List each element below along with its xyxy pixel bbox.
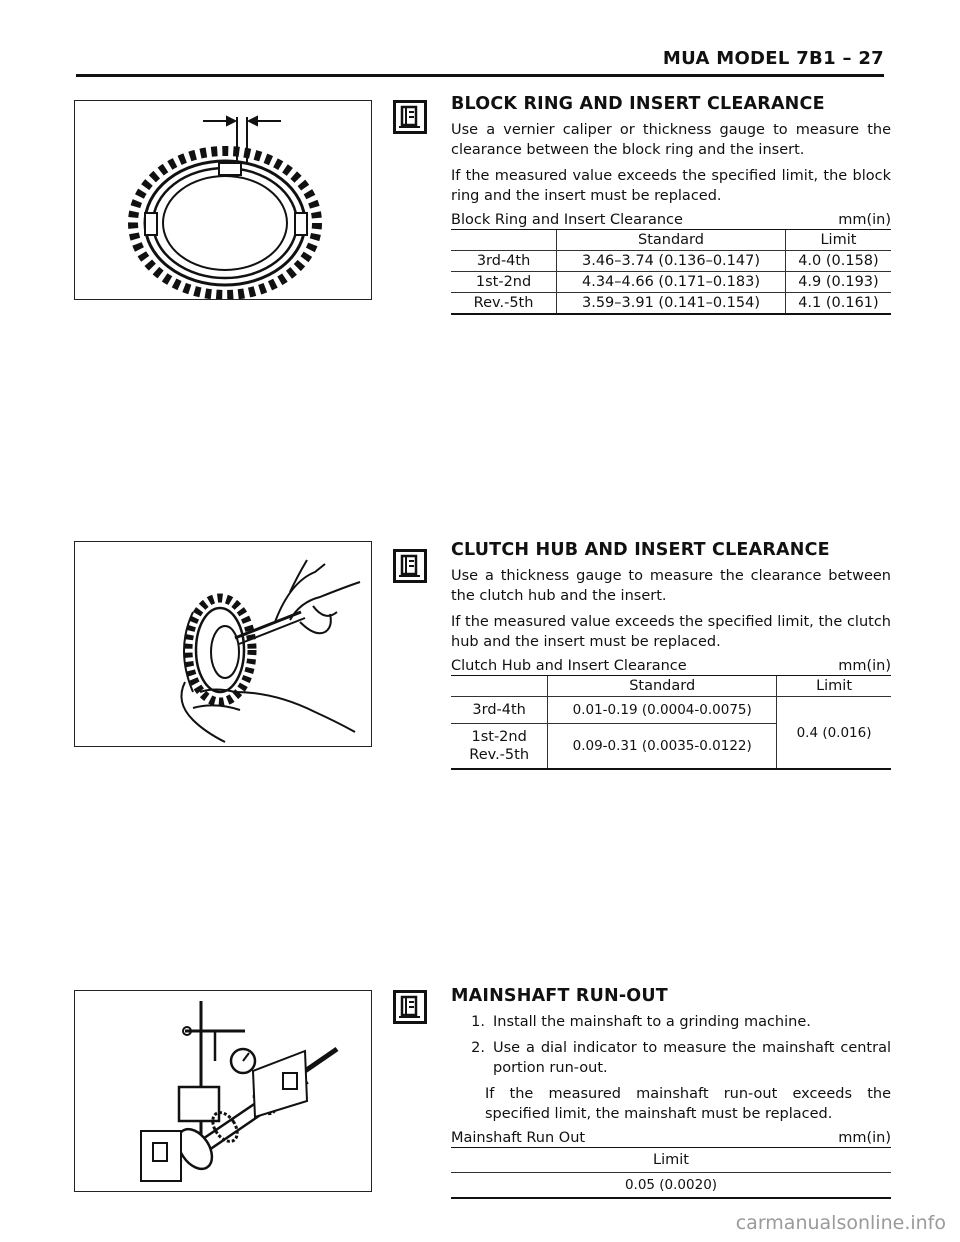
table-cell: 3.59–3.91 (0.141–0.154) (557, 293, 786, 315)
mainshaft-caption-text: Mainshaft Run Out (451, 1130, 586, 1146)
mainshaft-title: MAINSHAFT RUN-OUT (451, 986, 668, 1006)
table-cell: 0.05 (0.0020) (451, 1173, 891, 1199)
step-text: Install the mainshaft to a grinding machine. (493, 1014, 811, 1030)
table-cell: 0.4 (0.016) (777, 697, 891, 770)
step-number: 1. (471, 1014, 485, 1030)
mainshaft-table-caption (451, 1130, 891, 1148)
block-ring-caption-unit: mm(in) (838, 212, 891, 228)
mainshaft-table (451, 1148, 891, 1199)
table-row (451, 697, 891, 724)
block-ring-table-caption (451, 212, 891, 230)
table-header-cell: Limit (451, 1148, 891, 1173)
table-cell: 4.0 (0.158) (785, 251, 891, 272)
table-cell: 0.09-0.31 (0.0035-0.0122) (548, 724, 777, 770)
block-ring-figure-icon (75, 101, 371, 299)
gear-line: 1st-2nd (471, 729, 527, 745)
table-cell: 0.01-0.19 (0.0004-0.0075) (548, 697, 777, 724)
table-cell: 1st-2nd (451, 272, 557, 293)
table-cell (451, 724, 548, 770)
table-row (451, 293, 891, 315)
block-ring-para-2: If the measured value exceeds the specified limit, the block ring and the insert must be replaced. (451, 168, 891, 204)
table-header-row (451, 1148, 891, 1173)
clutch-hub-caption-text: Clutch Hub and Insert Clearance (451, 658, 687, 674)
block-ring-title: BLOCK RING AND INSERT CLEARANCE (451, 94, 825, 114)
table-cell: 3rd-4th (451, 697, 548, 724)
table-cell: 3.46–3.74 (0.136–0.147) (557, 251, 786, 272)
table-cell: 4.1 (0.161) (785, 293, 891, 315)
mainshaft-caption-unit: mm(in) (838, 1130, 891, 1146)
table-header-cell: Standard (557, 230, 786, 251)
table-row (451, 1173, 891, 1199)
clutch-hub-section (451, 540, 891, 770)
clutch-hub-caption-unit: mm(in) (838, 658, 891, 674)
block-ring-section (451, 94, 891, 315)
table-row (451, 272, 891, 293)
clutch-hub-para-1: Use a thickness gauge to measure the clearance between the clutch hub and the insert. (451, 568, 891, 604)
mainshaft-figure (74, 990, 372, 1192)
header-rule (76, 74, 884, 77)
table-header-row (451, 230, 891, 251)
watermark: carmanualsonline.info (735, 1212, 946, 1234)
block-ring-figure (74, 100, 372, 300)
table-header-cell (451, 676, 548, 697)
table-header-cell (451, 230, 557, 251)
table-header-cell: Limit (785, 230, 891, 251)
table-header-cell: Limit (777, 676, 891, 697)
manual-book-icon (393, 100, 427, 134)
clutch-hub-title: CLUTCH HUB AND INSERT CLEARANCE (451, 540, 830, 560)
table-header-row (451, 676, 891, 697)
page-header-title: MUA MODEL 7B1 – 27 (662, 48, 884, 69)
clutch-hub-para-2: If the measured value exceeds the specified limit, the clutch hub and the insert must be replaced. (451, 614, 891, 650)
clutch-hub-figure-icon (75, 542, 371, 746)
mainshaft-note: If the measured mainshaft run-out exceeds the specified limit, the mainshaft must be replaced. (485, 1086, 891, 1122)
mainshaft-figure-icon (75, 991, 371, 1191)
table-header-cell: Standard (548, 676, 777, 697)
mainshaft-section (451, 986, 891, 1199)
manual-book-icon (393, 990, 427, 1024)
list-item (451, 1012, 891, 1032)
gear-line: Rev.-5th (469, 747, 530, 763)
clutch-hub-table (451, 676, 891, 770)
table-cell: 4.9 (0.193) (785, 272, 891, 293)
clutch-hub-table-caption (451, 658, 891, 676)
mainshaft-steps (451, 1012, 891, 1078)
block-ring-table (451, 230, 891, 315)
clutch-hub-figure (74, 541, 372, 747)
table-row (451, 251, 891, 272)
table-cell: Rev.-5th (451, 293, 557, 315)
step-number: 2. (471, 1040, 485, 1056)
step-text: Use a dial indicator to measure the mainshaft central portion run-out. (493, 1040, 891, 1076)
block-ring-para-1: Use a vernier caliper or thickness gauge to measure the clearance between the block ring and the insert. (451, 122, 891, 158)
manual-book-icon (393, 549, 427, 583)
table-cell: 3rd-4th (451, 251, 557, 272)
list-item (451, 1038, 891, 1078)
table-cell: 4.34–4.66 (0.171–0.183) (557, 272, 786, 293)
block-ring-caption-text: Block Ring and Insert Clearance (451, 212, 683, 228)
